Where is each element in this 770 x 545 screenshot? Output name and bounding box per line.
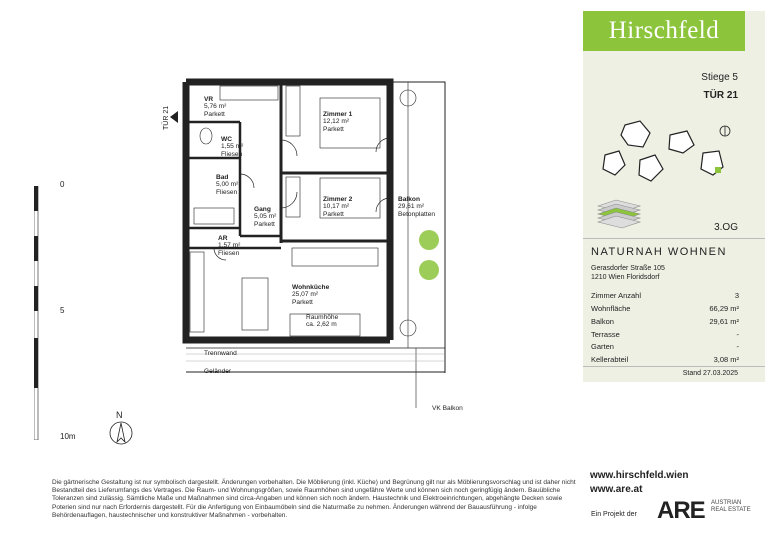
- stand-date: Stand 27.03.2025: [682, 370, 738, 377]
- building-block: [669, 131, 694, 153]
- scale-label-5: 5: [60, 306, 65, 315]
- room-label-vr: VR 5,76 m² Parkett: [204, 96, 227, 118]
- room-label-balkon: Balkon 29,61 m² Betonplatten: [398, 196, 436, 218]
- stiege-label: Stiege 5: [701, 72, 738, 83]
- room-height-label: Raumhöhe ca. 2,62 m: [306, 314, 339, 329]
- north-label: N: [116, 410, 123, 420]
- fact-row: Garten -: [591, 342, 739, 351]
- room-label-zimmer2: Zimmer 2 10,17 m² Parkett: [323, 196, 353, 218]
- disclaimer-text: Die gärtnerische Gestaltung ist nur symbolisch dargestellt. Änderungen vorbehalten. Die Möblierung (inkl. Küche) und Begrünung gilt nur als Möblierungsvorschlag und ist daher nicht Bestandteil des Lieferumfangs des Vertrages. Die Raum- und Wohnungsgrößen, sowie Raumhöhen sind ungefähre Werte und können sich noch geringfügig ändern. Bauübliche Toleranzen sind zulässig. Sämtliche Maße und Maßnahmen sind circa-Angaben und können sich noch ändern. Haustechnik und Elektroeinrichtungen, abgehängte Decken sowie Poterien sind nur nach Erfordernis dargestellt. Für die Anfertigung von Einbaumöbeln sind die Naturmaße zu nehmen. Änderungen während der Bauausführung - infolge Behördenauflagen, haustechnischer und konstruktiver Maßnahmen - vorbehalten.: [52, 479, 576, 519]
- building-block: [621, 121, 650, 147]
- scale-label-0: 0: [60, 180, 65, 189]
- fact-row: Zimmer Anzahl 3: [591, 291, 739, 300]
- north-compass-icon: [108, 420, 134, 446]
- are-logo: ARE: [657, 497, 705, 524]
- room-label-ar: AR 1,57 m² Fliesen: [218, 235, 241, 257]
- room-label-wc: WC 1,55 m² Fliesen: [221, 136, 244, 158]
- plant-icon: [419, 230, 439, 250]
- project-city: 1210 Wien Floridsdorf: [591, 274, 660, 281]
- website-link-are[interactable]: www.are.at: [590, 484, 643, 495]
- room-label-bad: Bad 5,00 m² Fliesen: [216, 174, 239, 196]
- floor-stack-icon: [596, 198, 642, 230]
- partner-prefix: Ein Projekt der: [591, 511, 637, 518]
- scale-bar: [34, 186, 44, 440]
- plant-icon: [419, 260, 439, 280]
- are-logo-subtitle: AUSTRIAN REAL ESTATE: [711, 500, 751, 513]
- fact-row: Kellerabteil 3,08 m²: [591, 355, 739, 364]
- scale-label-10: 10m: [60, 432, 76, 441]
- building-block: [639, 155, 663, 181]
- website-link-hirschfeld[interactable]: www.hirschfeld.wien: [590, 470, 689, 481]
- divider: [583, 366, 765, 367]
- vk-balkon-label: VK Balkon: [432, 405, 463, 412]
- floor-label: 3.OG: [714, 222, 738, 233]
- room-label-wohnkueche: Wohnküche 25,07 m² Parkett: [292, 284, 330, 306]
- divider: [583, 238, 765, 239]
- fact-row: Wohnfläche 66,29 m²: [591, 304, 739, 313]
- highlight-marker: [715, 167, 721, 173]
- building-block: [603, 151, 625, 175]
- project-street: Gerasdorfer Straße 105: [591, 265, 665, 272]
- site-overview-diagram: [595, 115, 745, 195]
- door-tag: TÜR 21: [163, 105, 170, 130]
- project-title: NATURNAH WOHNEN: [591, 246, 727, 258]
- fact-row: Balkon 29,61 m²: [591, 317, 739, 326]
- gelaender-label: Geländer: [204, 368, 232, 375]
- door-number: TÜR 21: [703, 90, 738, 101]
- trennwand-label: Trennwand: [204, 350, 237, 357]
- fact-row: Terrasse -: [591, 330, 739, 339]
- room-label-gang: Gang 5,05 m² Parkett: [254, 206, 277, 228]
- room-label-zimmer1: Zimmer 1 12,12 m² Parkett: [323, 111, 353, 133]
- brand-logo: Hirschfeld: [583, 11, 745, 51]
